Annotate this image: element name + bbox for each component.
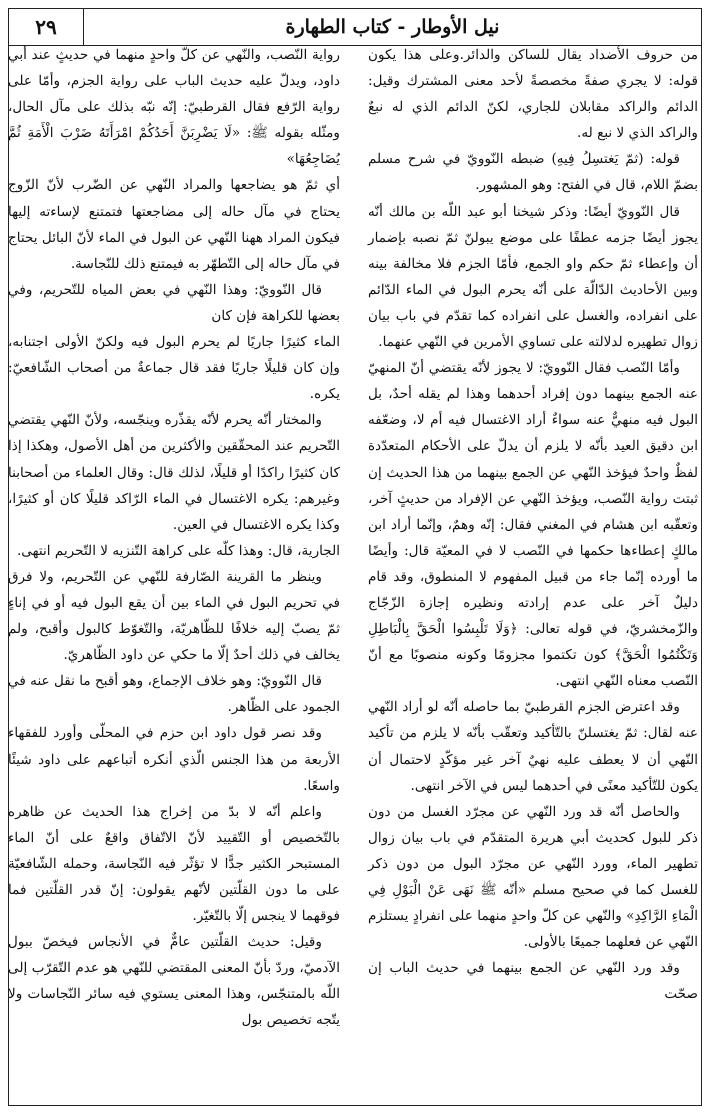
paragraph: من حروف الأضداد يقال للساكن والدائر.وعلى هذا يكون قوله: لا يجري صفةً مخصصةً لأحد معنى المشترك وقيل: الدائم والراكد مقابلان للجاري، لكنّ الدائم الذي له نبعٌ والراكد الذي لا نبع له. xyxy=(368,47,698,142)
page-number: ٢٩ xyxy=(9,9,84,45)
paragraph: وأمّا النّصب فقال النّوويّ: لا يجوز لأنّه يقتضي أنّ المنهيّ عنه الجمع بينهما دون إفراد أحدهما وهذا لم يقله أحدٌ، بل البول فيه منهيٌّ عنه سواءٌ أراد الاغتسال فيه أم لا، وضعّفه ابن دقيق العيد بأنّه لا يلزم أن يدلّ على الأحكام المتعدّدة لفظٌ واحدٌ فيؤخذ النّهي عن الجمع بينهما من هذا الحديث إن ثبتت رواية النّصب، ويؤخذ النّهي عن الإفراد من حديثٍ آخر، وتعقّبه ابن هشام في المغني فقال: إنّه وهمٌ، وإنّما أراد ابن مالكٍ إعطاءها حكمها في النّصب لا في المعيّة قال: وأيضًا ما أورده إنّما جاء من قبيل المفهوم لا المنطوق، وقد قام دليلٌ آخر على عدم إرادته ونظيره إجازة الزّجّاج والزّمخشريّ، في قوله تعالى: ﴿وَلَا تَلْبِسُوا الْحَقَّ بِالْبَاطِلِ وَتَكْتُمُوا الْحَقَّ﴾ كون تكتموا مجزومًا وكونه منصوبًا مع أنّ النّصب معناه النّهي انتهى. xyxy=(368,360,698,690)
paragraph: وقد اعترض الجزم القرطبيّ بما حاصله أنّه لو أراد النّهي عنه لقال: ثمّ يغتسلنّ بالتّأكيد وتعقّب بأنّه لا يلزم من تأكيد النّهي أن لا يعطف عليه نهيٌ آخر غير مؤكّدٍ لاحتمال أن يكون للتّأكيد معنًى في أحدهما ليس في الآخر انتهى. xyxy=(368,699,698,794)
paragraph: والحاصل أنّه قد ورد النّهي عن مجرّد الغسل من دون ذكر للبول كحديث أبي هريرة المتقدّم في باب بيان زوال تطهير الماء، وورد النّهي عن مجرّد البول من دون ذكر للغسل كما في صحيح مسلم «أنّه ﷺ نَهَى عَنْ الْبَوْلِ فِي الْمَاءِ الرَّاكِدِ» والنّهي عن كلّ واحدٍ منهما على انفرادٍ يستلزم النّهي عن فعلهما جميعًا بالأولى. xyxy=(368,803,698,951)
page-header xyxy=(9,9,701,46)
paragraph: قال النّوويّ: وهو خلاف الإجماع، وهو أقبح ما نقل عنه في الجمود على الظّاهر. xyxy=(8,673,340,716)
paragraph: وينظر ما القرينة الصّارفة للنّهي عن التّحريم، ولا فرق في تحريم البول في الماء بين أن يقع البول فيه أو في إناءٍ ثمّ يصبّ إليه خلافًا للظّاهريّة، والتّغوّط كالبول وأقبح، ولم يخالف في ذلك أحدٌ إلّا ما حكي عن داود الظّاهريّ. xyxy=(8,568,340,664)
paragraph: وقيل: حديث القلّتين عامٌّ في الأنجاس فيخصّ ببول الآدميّ، وردّ بأنّ المعنى المقتضي للنّهي هو عدم التّقرّب إلى اللّه بالمتنجّس، وهذا المعنى يستوي فيه سائر النّجاسات ولا يتّجه تخصيص بول xyxy=(8,934,340,1029)
paragraph: الجارية، قال: وهذا كلّه على كراهة التّنزيه لا التّحريم انتهى. xyxy=(16,542,340,559)
paragraph: واعلم أنّه لا بدّ من إخراج هذا الحديث عن ظاهره بالتّخصيص أو التّقييد لأنّ الاتّفاق واقعٌ على أنّ الماء المستبحر الكثير جدًّا لا تؤثّر فيه النّجاسة، وحمله الشّافعيّة على ما دون القلّتين لأنّهم يقولون: إنّ قدر القلّتين فما فوقهما لا ينجس إلّا بالتّغيّر. xyxy=(8,803,340,925)
paragraph: وقد ورد النّهي عن الجمع بينهما في حديث الباب إن صحّت xyxy=(368,960,698,1003)
paragraph: والمختار أنّه يحرم لأنّه يقذّره وينجّسه، ولأنّ النّهي يقتضي التّحريم عند المحقّقين والأكثرين من أهل الأصول، وهكذا إذا كان كثيرًا راكدًا أو قليلًا، لذلك قال: وقال العلماء من أصحابنا وغيرهم: يكره الاغتسال في الماء الرّاكد قليلًا كان أو كثيرًا، وكذا يكره الاغتسال في العين. xyxy=(8,412,340,533)
paragraph: قال النّوويّ: وهذا النّهي في بعض المياه للتّحريم، وفي بعضها للكراهة فإن كان xyxy=(8,281,340,324)
book-title: نيل الأوطار - كتاب الطهارة xyxy=(285,16,500,38)
paragraph: قوله: (ثمّ يَغتسِلُ فِيهِ) ضبطه النّوويّ في شرح مسلم بضمّ اللام، قال في الفتح: وهو المشهور. xyxy=(368,151,698,194)
paragraph: أي ثمّ هو يضاجعها والمراد النّهي عن الضّرب لأنّ الزّوج يحتاج في مآل حاله إلى مضاجعتها فتمتنع لإساءته إليها فيكون المراد ههنا النّهي عن البول في الماء لأنّ البائل يحتاج في مآل حاله إلى التّطهّر به فيمتنع ذلك للنّجاسة. xyxy=(8,177,340,272)
left-column xyxy=(8,42,340,1034)
paragraph: رواية النّصب، والنّهي عن كلّ واحدٍ منهما في حديثٍ عند أبي داود، ويدلّ عليه حديث الباب على رواية الجزم، وأمّا على رواية الرّفع فقال القرطبيّ: إنّه نبّه بذلك على مآل الحال، ومثّله بقوله ﷺ: «لَا يَضْرِبَنَّ أَحَدُكُمْ امْرَأَتَهُ ضَرْبَ الْأَمَةِ ثُمَّ يُضَاجِعُهَا» xyxy=(8,47,340,168)
paragraph: الماء كثيرًا جاريًا لم يحرم البول فيه ولكنّ الأولى اجتنابه، وإن كان قليلًا جاريًا فقد قال جماعةٌ من أصحاب الشّافعيّ: يكره. xyxy=(8,334,340,403)
paragraph: وقد نصر قول داود ابن حزم في المحلّى وأورد للفقهاء الأربعة من هذا الجنس الّذي أنكره أتباعهم على داود شيئًا واسعًا. xyxy=(8,725,340,794)
paragraph: قال النّوويّ أيضًا: وذكر شيخنا أبو عبد اللّه بن مالك أنّه يجوز أيضًا جزمه عطفًا على موضع يبولنّ ثمّ نصبه بإضمار أن وإعطاء ثمّ حكم واو الجمع، فأمّا الجزم فلا مخالفة بينه وبين الأحاديث الدّالّة على أنّه يحرم البول في الماء الدّائم على انفراده، والغسل على انفراده كما تقدّم في باب بيان زوال تطهيره لدلالته على تساوي الأمرين في النّهي عنهما. xyxy=(368,203,698,351)
right-column xyxy=(368,42,698,1007)
